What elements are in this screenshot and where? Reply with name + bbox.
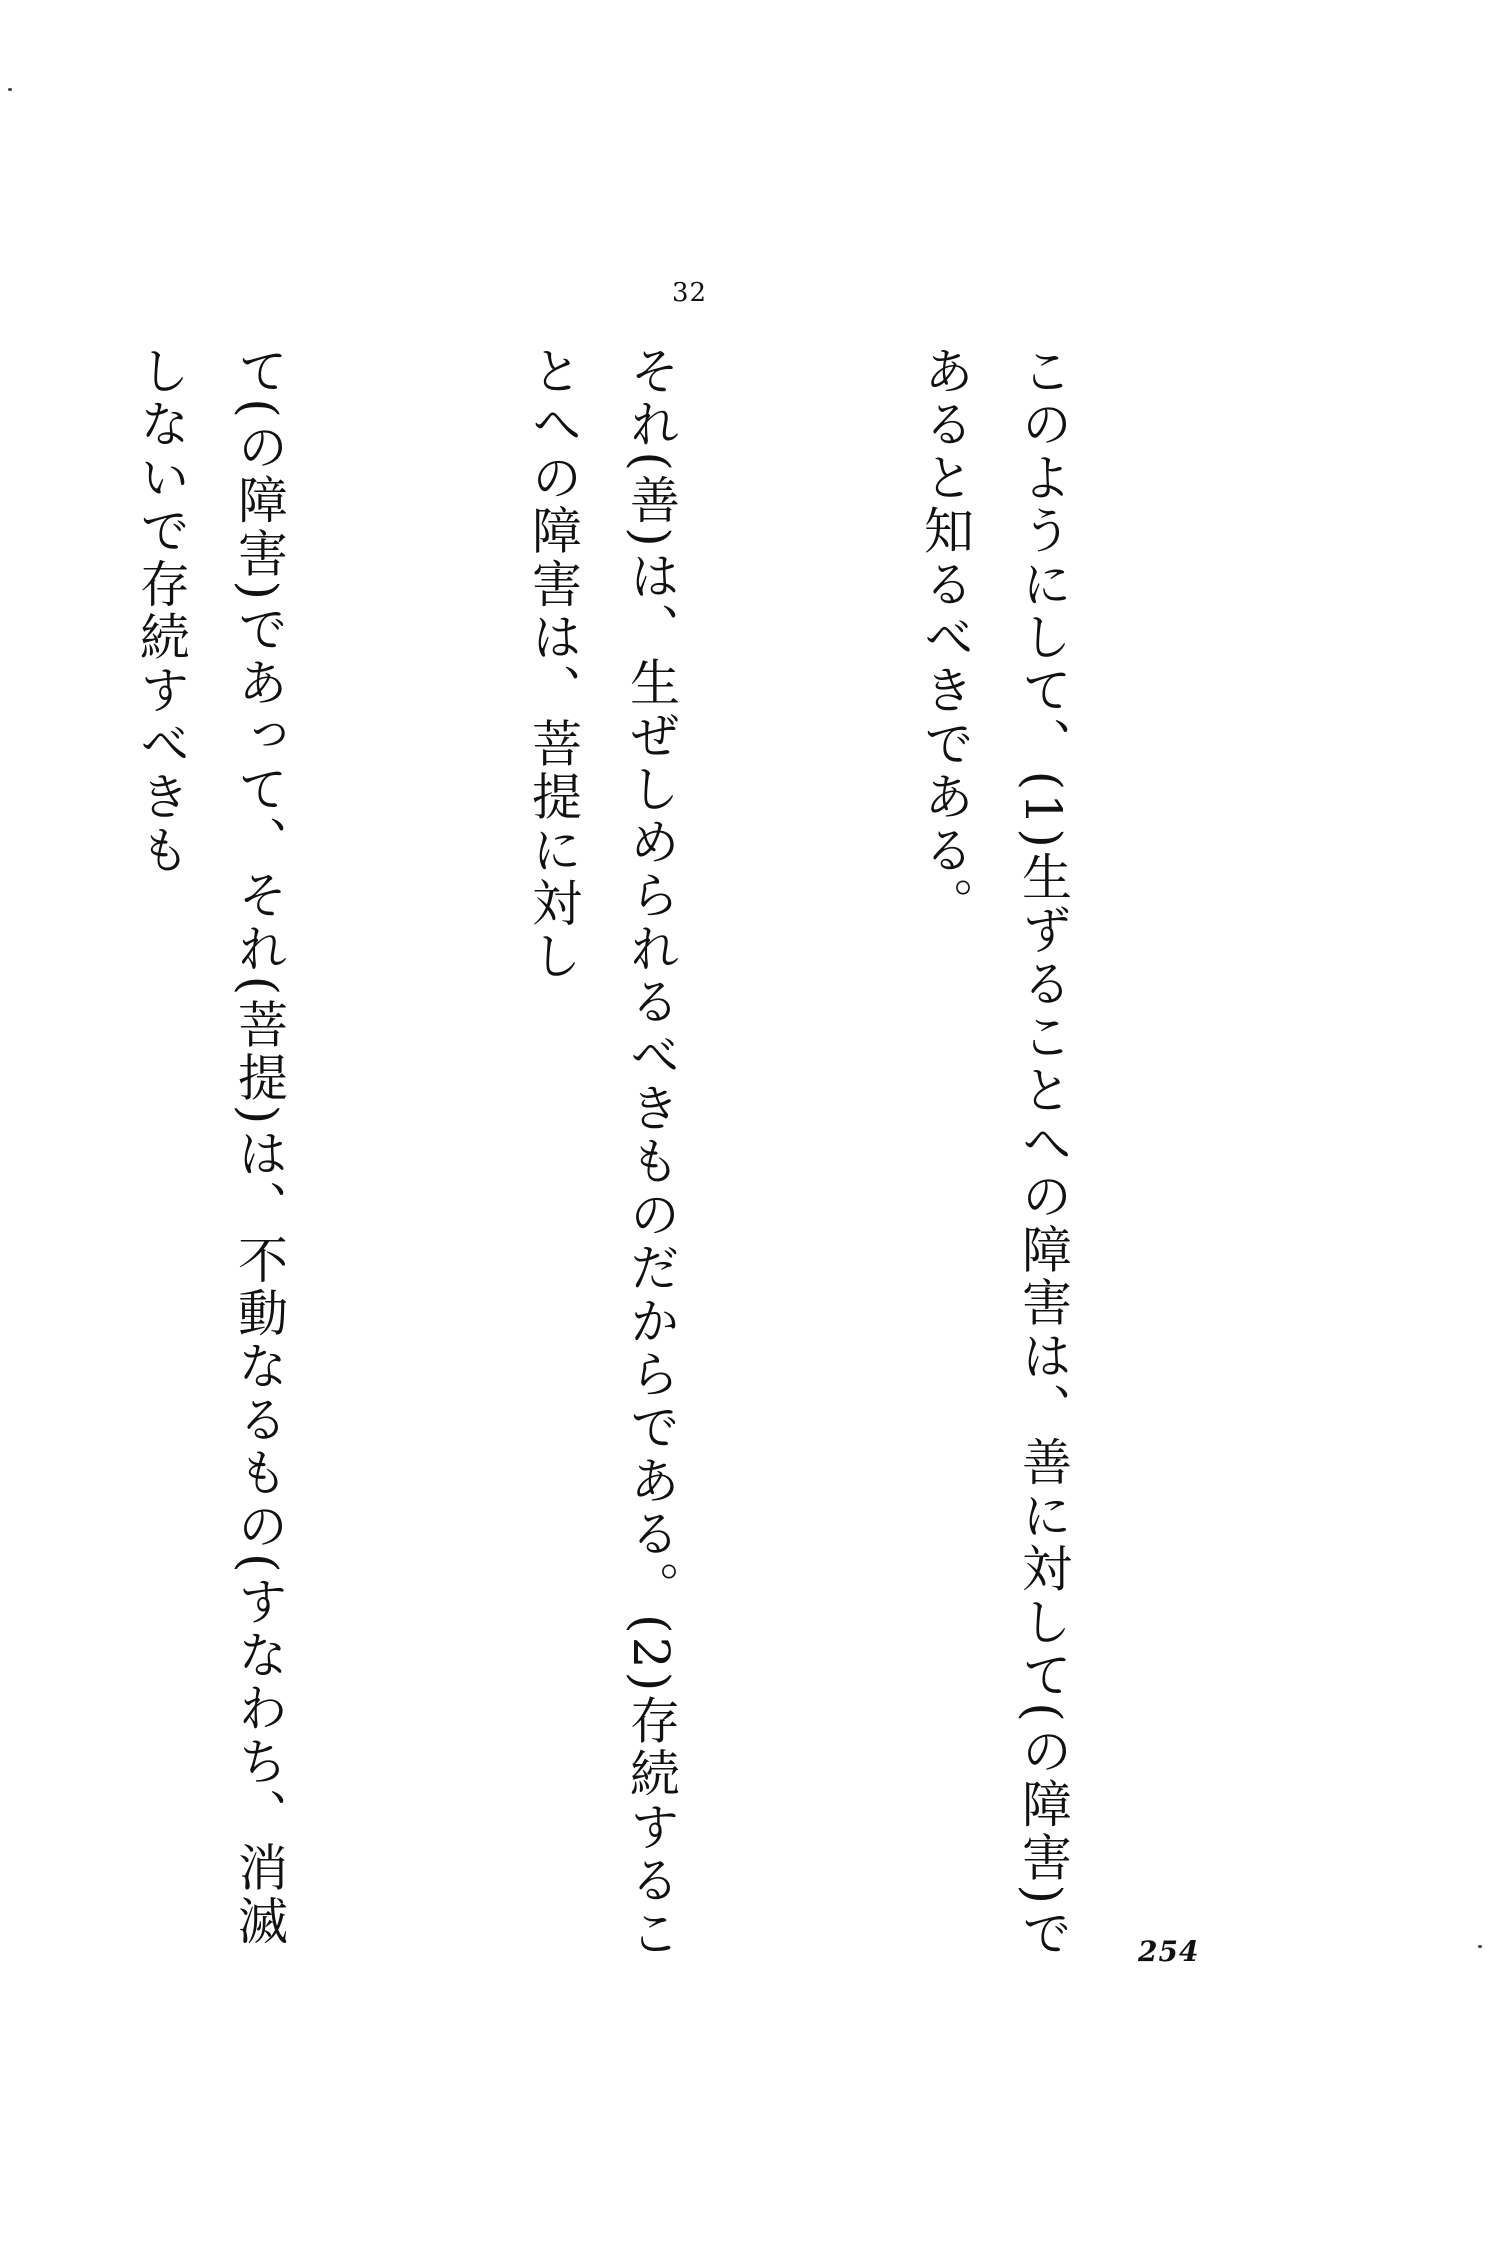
scan-speck bbox=[8, 88, 12, 91]
section-number: 32 bbox=[672, 278, 708, 308]
text-line: て(の障害)であって、それ(菩提)は、不動なるもの(すなわち、消滅しないで存続すべきも bbox=[132, 345, 288, 1949]
scan-speck bbox=[1478, 1945, 1482, 1948]
text-line: このようにして、(1)生ずることへの障害は、善に対して(の障害)であると知るべきである。 bbox=[916, 345, 1072, 1961]
page-number: 254 bbox=[1138, 1935, 1200, 1968]
text-line: それ(善)は、生ぜしめられるべきものだからである。(2)存続することへの障害は、菩提に対し bbox=[524, 345, 680, 1961]
body-text bbox=[132, 345, 1288, 1965]
